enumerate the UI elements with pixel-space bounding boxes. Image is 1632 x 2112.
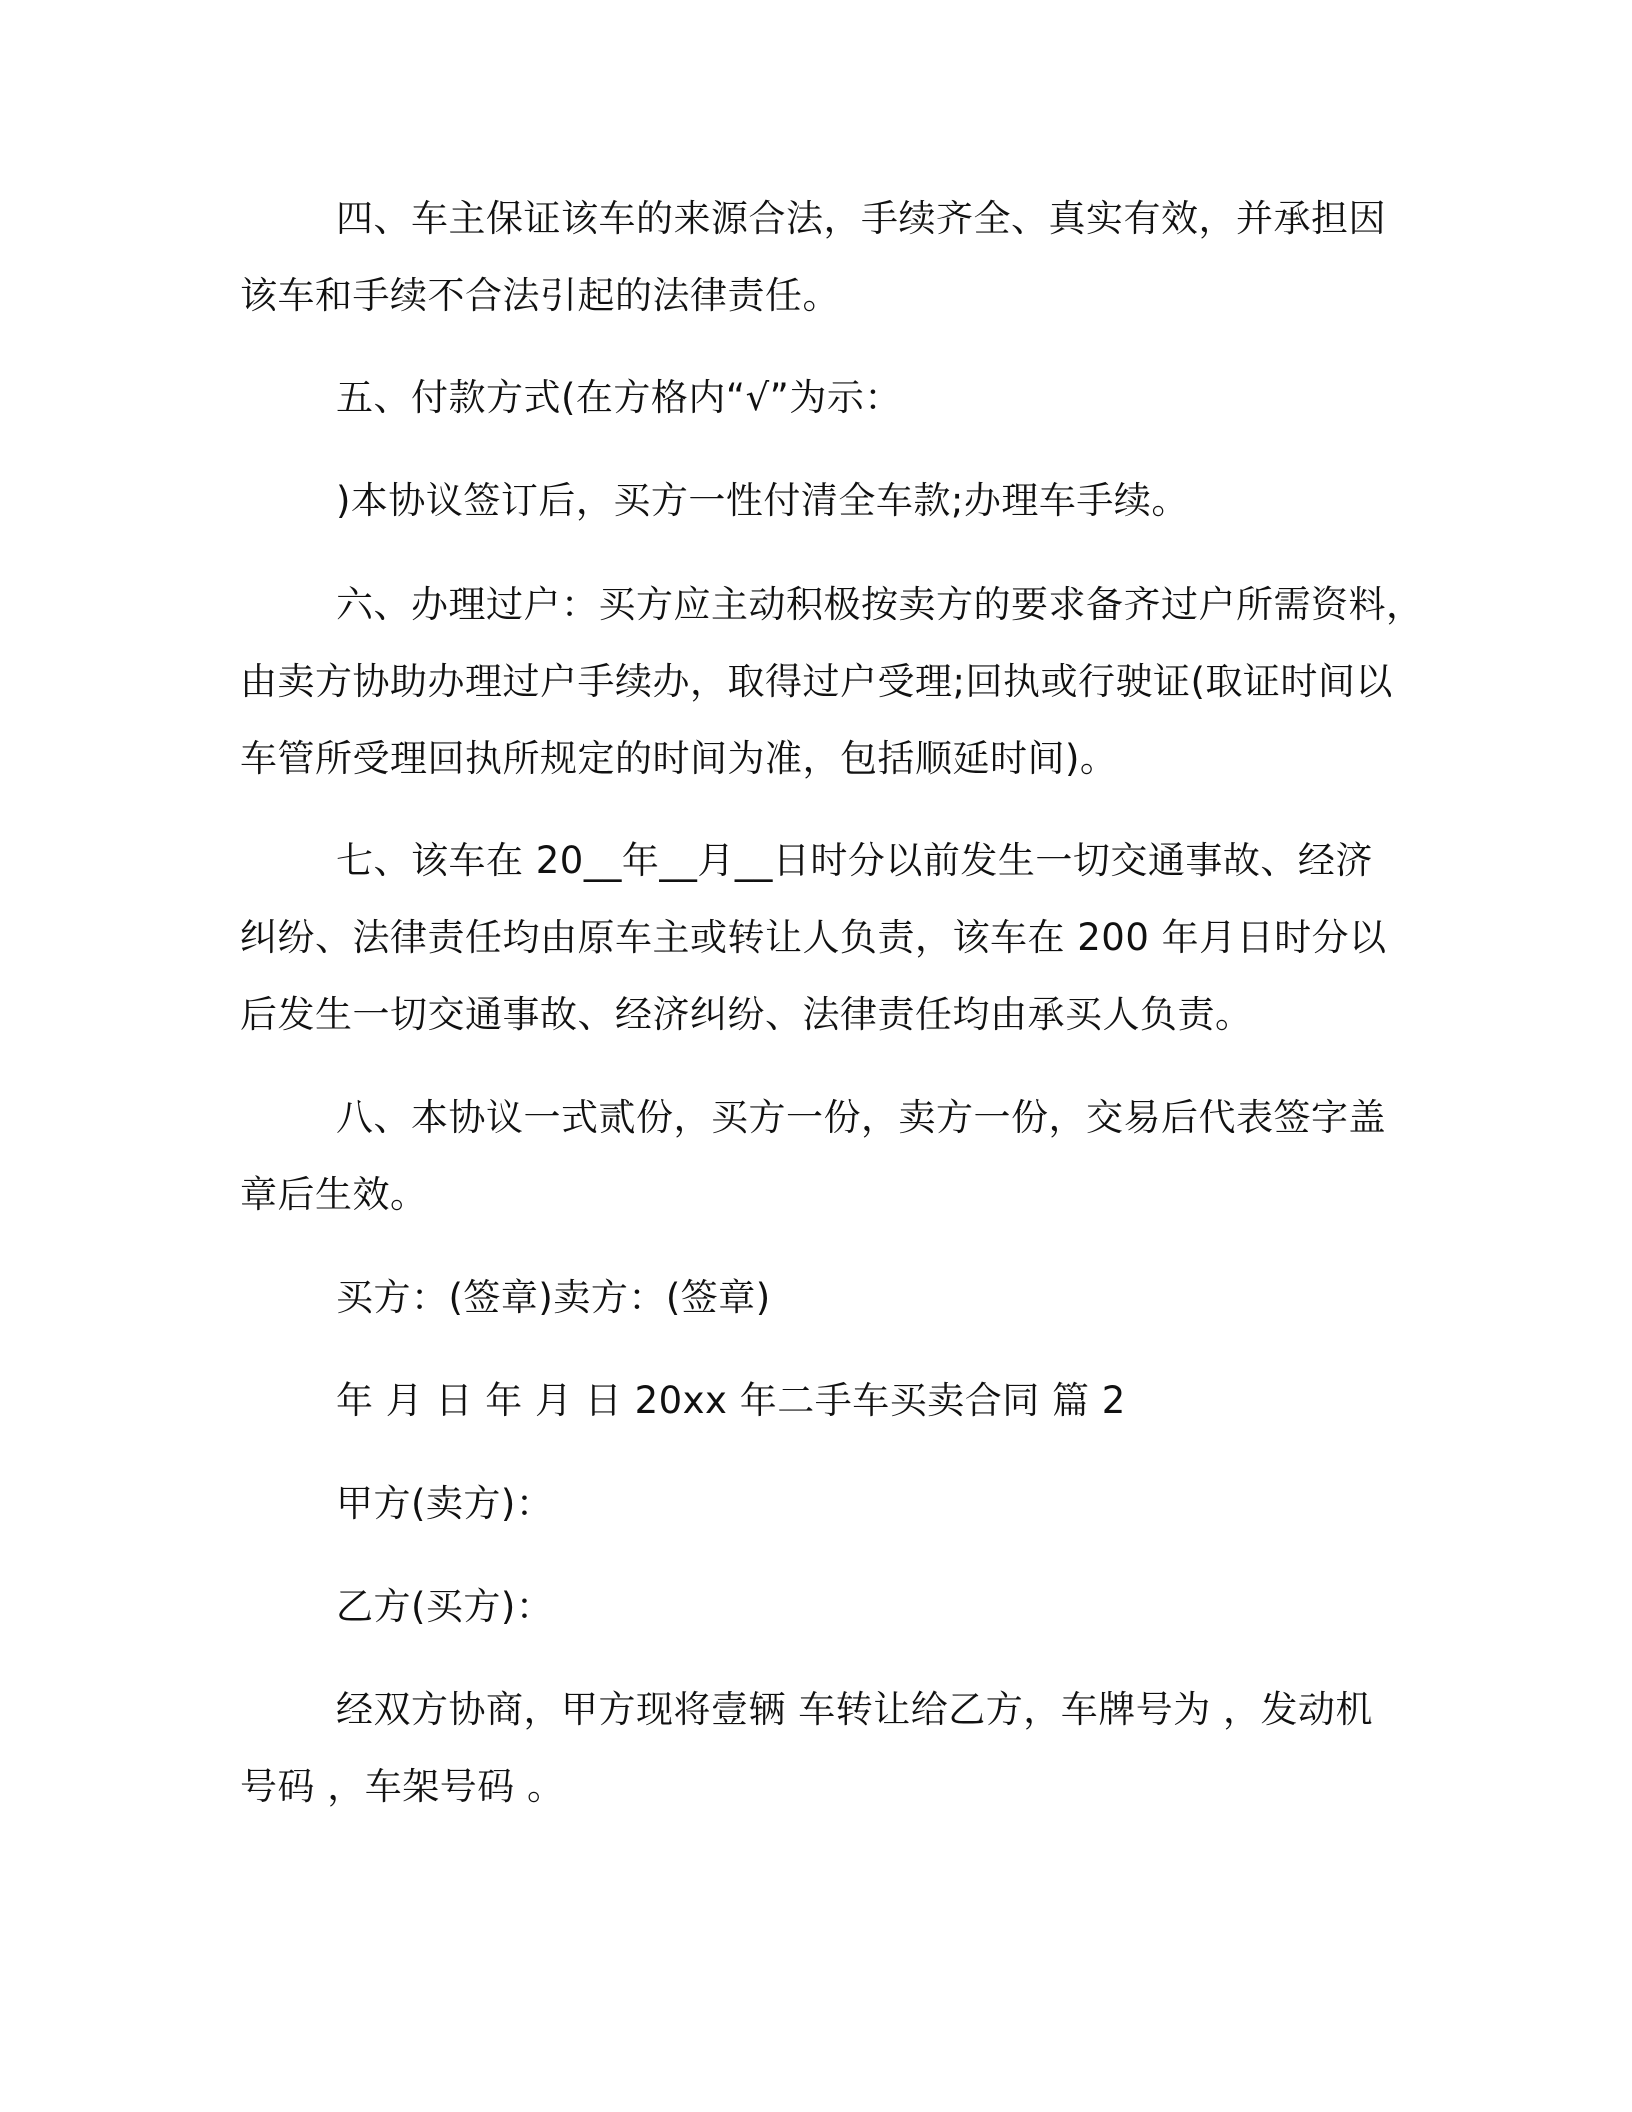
signatures-paragraph [240,1259,1390,1336]
agreement-intro-line-2: 号码 ，车架号码 。 [240,1765,565,1808]
clause-6-line-3: 车管所受理回执所规定的时间为准，包括顺延时间)。 [240,737,1118,780]
clause-7-paragraph [240,822,1390,1053]
clause-7-line-3: 后发生一切交通事故、经济纠纷、法律责任均由承买人负责。 [240,993,1253,1036]
clause-8-line-2: 章后生效。 [240,1173,428,1216]
clause-4-line-1: 四、车主保证该车的来源合法，手续齐全、真实有效，并承担因 [336,197,1386,240]
clause-5-option-line-1: )本协议签订后，买方一性付清全车款;办理车手续。 [336,479,1189,522]
agreement-intro-line-1: 经双方协商，甲方现将壹辆 车转让给乙方，车牌号为 ，发动机 [336,1688,1374,1731]
dates-and-title-paragraph [240,1362,1390,1439]
agreement-intro-paragraph [240,1671,1390,1825]
clause-5-paragraph [240,359,1390,436]
clause-6-paragraph [240,566,1424,797]
clause-7-line-1: 七、该车在 20__年__月__日时分以前发生一切交通事故、经济 [336,839,1373,882]
clause-6-line-2: 由卖方协助办理过户手续办，取得过户受理;回执或行驶证(取证时间以 [240,660,1393,703]
clause-5-line-1: 五、付款方式(在方格内“√”为示： [336,376,902,419]
party-b-paragraph [240,1568,1390,1645]
signatures-line: 买方：(签章)卖方：(签章) [336,1276,771,1319]
party-b-line: 乙方(买方)： [336,1585,554,1628]
clause-7-line-2: 纠纷、法律责任均由原车主或转让人负责，该车在 200 年月日时分以 [240,916,1387,959]
clause-6-line-1: 六、办理过户：买方应主动积极按卖方的要求备齐过户所需资料， [336,583,1424,626]
clause-8-line-1: 八、本协议一式贰份，买方一份，卖方一份，交易后代表签字盖 [336,1096,1386,1139]
party-a-line: 甲方(卖方)： [336,1482,554,1525]
clause-4-paragraph [240,180,1390,334]
clause-8-paragraph [240,1079,1390,1233]
party-a-paragraph [240,1465,1390,1542]
clause-5-option-paragraph [240,462,1390,539]
dates-and-title-line: 年 月 日 年 月 日 20xx 年二手车买卖合同 篇 2 [336,1379,1126,1422]
clause-4-line-2: 该车和手续不合法引起的法律责任。 [240,274,840,317]
